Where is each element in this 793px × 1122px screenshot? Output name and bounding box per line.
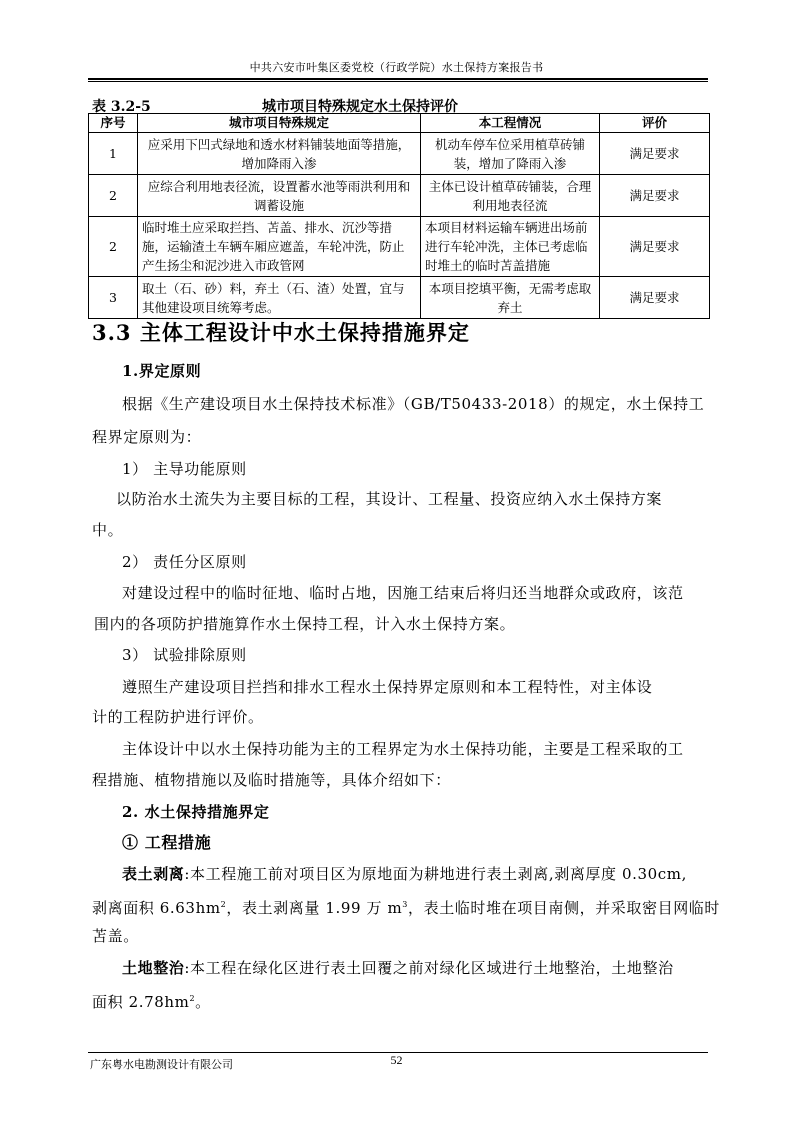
cell-rule: 应采用下凹式绿地和透水材料铺装地面等措施，增加降雨入渗: [138, 133, 421, 175]
table-header-row: [89, 114, 710, 133]
paragraph-line: 苫盖。: [92, 927, 139, 945]
superscript: 3: [402, 900, 408, 909]
paragraph-line: 围内的各项防护措施算作水土保持工程，计入水土保持方案。: [94, 615, 516, 633]
cell-rule: 应综合利用地表径流，设置蓄水池等雨洪利用和调蓄设施: [138, 175, 421, 217]
paragraph-line: [122, 958, 674, 978]
paragraph-line: 程界定原则为：: [92, 428, 202, 446]
table-row: [89, 217, 710, 277]
table-caption-title: 城市项目特殊规定水土保持评价: [262, 99, 458, 115]
table-row: [89, 277, 710, 319]
paragraph-line: 中。: [92, 521, 124, 539]
paragraph-text: 剥离面积 6.63hm: [92, 899, 221, 917]
col-header-eval: 评价: [600, 114, 710, 133]
paragraph-text: :本工程施工前对项目区为原地面为耕地进行表土剥离,剥离厚度 0.30cm,: [184, 865, 687, 883]
term-land-prep: 土地整治: [122, 959, 185, 977]
col-header-case: 本工程情况: [421, 114, 600, 133]
heading-engineering: ① 工程措施: [122, 833, 212, 852]
cell-case: 主体已设计植草砖铺装，合理利用地表径流: [421, 175, 600, 217]
paragraph-line: 遵照生产建设项目拦挡和排水工程水土保持界定原则和本工程特性，对主体设: [122, 678, 653, 696]
cell-rule: 临时堆土应采取拦挡、苫盖、排水、沉沙等措施，运输渣土车辆车厢应遮盖，车轮冲洗，防止产生扬尘和泥沙进入市政管网: [138, 217, 421, 277]
paragraph-text: 。: [195, 993, 211, 1011]
term-topsoil: 表土剥离: [122, 865, 185, 883]
cell-no: 1: [89, 133, 138, 175]
cell-no: 3: [89, 277, 138, 319]
section-title: 3.3 主体工程设计中水土保持措施界定: [92, 320, 470, 345]
page-header: 中共六安市叶集区委党校（行政学院）水土保持方案报告书: [249, 61, 544, 74]
cell-case: 本项目挖填平衡，无需考虑取弃土: [421, 277, 600, 319]
paragraph-line: 对建设过程中的临时征地、临时占地，因施工结束后将归还当地群众或政府，该范: [122, 584, 684, 602]
footer-company: 广东粤水电勘测设计有限公司: [90, 1058, 233, 1071]
paragraph-text: ，表土临时堆在项目南侧，并采取密目网临时: [408, 899, 721, 917]
paragraph-line: 计的工程防护进行评价。: [92, 708, 264, 726]
paragraph-line: 程措施、植物措施以及临时措施等，具体介绍如下：: [92, 771, 451, 789]
heading-measures: 2. 水土保持措施界定: [122, 803, 270, 821]
cell-rule: 取土（石、砂）料，弃土（石、渣）处置，宜与其他建设项目统筹考虑。: [138, 277, 421, 319]
table-row: [89, 175, 710, 217]
superscript: 2: [189, 994, 196, 1003]
paragraph-line: [92, 895, 720, 918]
paragraph-text: ，表土剥离量 1.99 万 m: [226, 899, 403, 917]
table-caption-id: 表 3.2-5: [92, 99, 151, 115]
paragraph-text: :本工程在绿化区进行表土回覆之前对绿化区域进行土地整治，土地整治: [184, 959, 674, 977]
cell-eval: 满足要求: [600, 175, 710, 217]
table-row: [89, 133, 710, 175]
cell-no: 2: [89, 217, 138, 277]
cell-case: 本项目材料运输车辆进出场前进行车轮冲洗，主体已考虑临时堆土的临时苫盖措施: [421, 217, 600, 277]
paragraph-text: 面积 2.78hm: [92, 993, 190, 1011]
paragraph-line: [92, 989, 211, 1012]
paragraph-line: 主体设计中以水土保持功能为主的工程界定为水土保持功能，主要是工程采取的工: [122, 740, 684, 758]
paragraph-line: 以防治水土流失为主要目标的工程，其设计、工程量、投资应纳入水土保持方案: [116, 490, 663, 508]
cell-case: 机动车停车位采用植草砖铺装，增加了降雨入渗: [421, 133, 600, 175]
page-number: 52: [390, 1053, 403, 1067]
col-header-rule: 城市项目特殊规定: [138, 114, 421, 133]
list-item: 1） 主导功能原则: [122, 460, 247, 478]
list-item: 3） 试验排除原则: [122, 646, 247, 664]
cell-eval: 满足要求: [600, 133, 710, 175]
paragraph-line: 根据《生产建设项目水土保持技术标准》（GB/T50433-2018）的规定，水土保持工: [122, 395, 705, 413]
superscript: 2: [220, 900, 227, 909]
cell-eval: 满足要求: [600, 217, 710, 277]
special-rules-table: [88, 113, 710, 319]
list-item: 2） 责任分区原则: [122, 553, 247, 571]
cell-no: 2: [89, 175, 138, 217]
cell-eval: 满足要求: [600, 277, 710, 319]
header-rule: [88, 78, 708, 80]
heading-principle: 1.界定原则: [122, 362, 202, 380]
col-header-no: 序号: [89, 114, 138, 133]
paragraph-line: [122, 864, 687, 884]
header-rule-thin: [88, 81, 708, 82]
